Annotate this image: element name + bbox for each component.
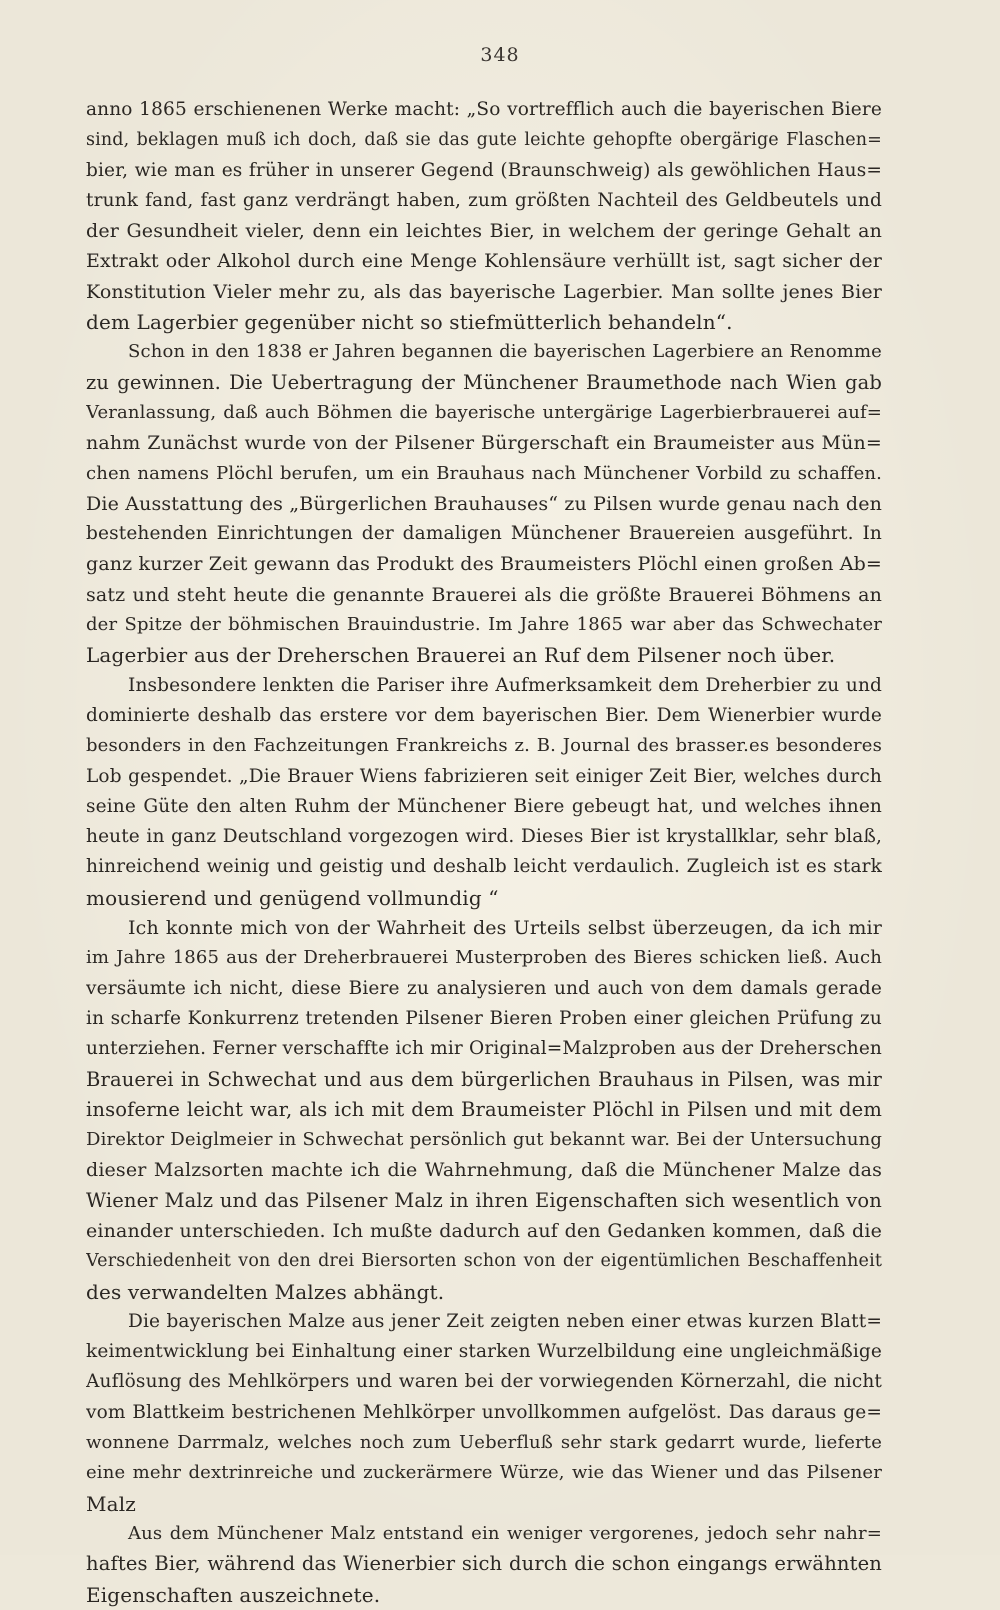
text-line: wonnene Darrmalz, welches noch zum Ueberfluß sehr stark gedarrt wurde, lieferte [86,1432,882,1454]
text-line: insoferne leicht war, als ich mit dem Braumeister Plöchl in Pilsen und mit dem [86,1097,882,1121]
body-text [86,95,882,1610]
text-line: ganz kurzer Zeit gewann das Produkt des Braumeisters Plöchl einen großen Ab= [86,553,882,576]
text-line: im Jahre 1865 aus der Dreherbrauerei Musterproben des Bieres schicken ließ. Auch [86,947,882,969]
paragraph-6 [86,1519,882,1610]
text-line: besonders in den Fachzeitungen Frankreichs z. B. Journal des brasser.es besonderes [86,735,882,757]
text-line: der Spitze der böhmischen Brauindustrie. Im Jahre 1865 war aber das Schwechater [86,614,882,636]
text-line: einander unterschieden. Ich mußte dadurch auf den Gedanken kommen, daß die [86,1219,882,1242]
text-line: Veranlassung, daß auch Böhmen die bayerische untergärige Lagerbierbrauerei auf= [86,401,882,423]
text-line: heute in ganz Deutschland vorgezogen wird. Dieses Bier ist krystallklar, sehr blaß, [86,826,882,848]
text-line: Konstitution Vieler mehr zu, als das bayerische Lagerbier. Man sollte jenes Bier [86,280,882,303]
text-line: keimentwicklung bei Einhaltung einer starken Wurzelbildung eine ungleichmäßige [86,1341,882,1363]
text-line: Wiener Malz und das Pilsener Malz in ihren Eigenschaften sich wesentlich von [86,1188,882,1212]
text-line: Lob gespendet. „Die Brauer Wiens fabrizieren seit einiger Zeit Bier, welches durch [86,765,882,787]
text-line: vom Blattkeim bestrichenen Mehlkörper unvollkommen aufgelöst. Das daraus ge= [86,1401,882,1423]
text-line: satz und steht heute die genannte Brauerei als die größte Brauerei Böhmens an [86,583,882,606]
text-line: trunk fand, fast ganz verdrängt haben, zum größten Nachteil des Geldbeutels und [86,189,882,211]
text-line: versäumte ich nicht, diese Biere zu analysieren und auch von dem damals gerade [86,977,882,999]
text-line: in scharfe Konkurrenz tretenden Pilsener Bieren Proben einer gleichen Prüfung zu [86,1007,882,1029]
text-line: unterziehen. Ferner verschaffte ich mir Original=Malzproben aus der Dreherschen [86,1038,882,1060]
text-line: dieser Malzsorten machte ich die Wahrnehmung, daß die Münchener Malze das [86,1159,882,1182]
text-line: des verwandelten Malzes abhängt. [86,1279,445,1304]
text-line: mousierend und genügend vollmundig “ [86,885,499,910]
text-line: chen namens Plöchl berufen, um ein Brauhaus nach Münchener Vorbild zu schaffen. [86,462,882,484]
text-line: nahm Zunächst wurde von der Pilsener Bürgerschaft ein Braumeister aus Mün= [86,432,882,455]
text-line: sind, beklagen muß ich doch, daß sie das gute leichte gehopfte obergärige Flaschen= [86,130,882,151]
paragraph-4 [86,913,882,1307]
text-line: Malz [86,1491,136,1516]
text-line: Lagerbier aus der Dreherschen Brauerei an Ruf dem Pilsener noch über. [86,643,836,668]
text-line: Schon in den 1838 er Jahren begannen die bayerischen Lagerbiere an Renomme [128,341,882,363]
page-number: 348 [480,44,520,66]
text-line: anno 1865 erschienenen Werke macht: „So vortrefflich auch die bayerischen Biere [86,99,882,120]
paragraph-1 [86,95,882,337]
text-line: der Gesundheit vieler, denn ein leichtes Bier, in welchem der geringe Gehalt an [86,220,882,243]
paragraph-3 [86,671,882,913]
text-line: zu gewinnen. Die Uebertragung der Münchener Braumethode nach Wien gab [86,370,882,394]
paragraph-5 [86,1307,882,1519]
text-line: eine mehr dextrinreiche und zuckerärmere Würze, wie das Wiener und das Pilsener [86,1462,882,1484]
text-line: Extrakt oder Alkohol durch eine Menge Kohlensäure verhüllt ist, sagt sicher der [86,250,882,273]
text-line: Die Ausstattung des „Bürgerlichen Brauhauses“ zu Pilsen wurde genau nach den [86,492,882,515]
text-line: haftes Bier, während das Wienerbier sich durch die schon eingangs erwähnten [86,1552,882,1576]
text-line: Verschiedenheit von den drei Biersorten schon von der eigentümlichen Beschaffenheit [86,1251,882,1272]
text-line: Ich konnte mich von der Wahrheit des Urteils selbst überzeugen, da ich mir [128,917,882,940]
text-line: bier, wie man es früher in unserer Gegend (Braunschweig) als gewöhlichen Haus= [86,159,882,181]
text-line: hinreichend weinig und geistig und deshalb leicht verdaulich. Zugleich ist es stark [86,856,882,878]
text-line: bestehenden Einrichtungen der damaligen Münchener Brauereien ausgeführt. In [86,523,882,545]
text-line: Die bayerischen Malze aus jener Zeit zeigten neben einer etwas kurzen Blatt= [128,1310,882,1332]
text-line: Brauerei in Schwechat und aus dem bürgerlichen Brauhaus in Pilsen, was mir [86,1067,882,1091]
paragraph-2 [86,337,882,670]
text-line: Eigenschaften auszeichnete. [86,1582,381,1607]
text-line: Aus dem Münchener Malz entstand ein weniger vergorenes, jedoch sehr nahr= [128,1522,882,1544]
text-line: dominierte deshalb das erstere vor dem bayerischen Bier. Dem Wienerbier wurde [86,704,882,726]
text-line: Insbesondere lenkten die Pariser ihre Aufmerksamkeit dem Dreherbier zu und [128,674,882,696]
text-line: Direktor Deiglmeier in Schwechat persönlich gut bekannt war. Bei der Untersuchung [86,1129,882,1151]
text-line: Auflösung des Mehlkörpers und waren bei der vorwiegenden Körnerzahl, die nicht [86,1371,882,1393]
text-line: seine Güte den alten Ruhm der Münchener Biere gebeugt hat, und welches ihnen [86,795,882,817]
text-line: dem Lagerbier gegenüber nicht so stiefmütterlich behandeln“. [86,310,733,335]
